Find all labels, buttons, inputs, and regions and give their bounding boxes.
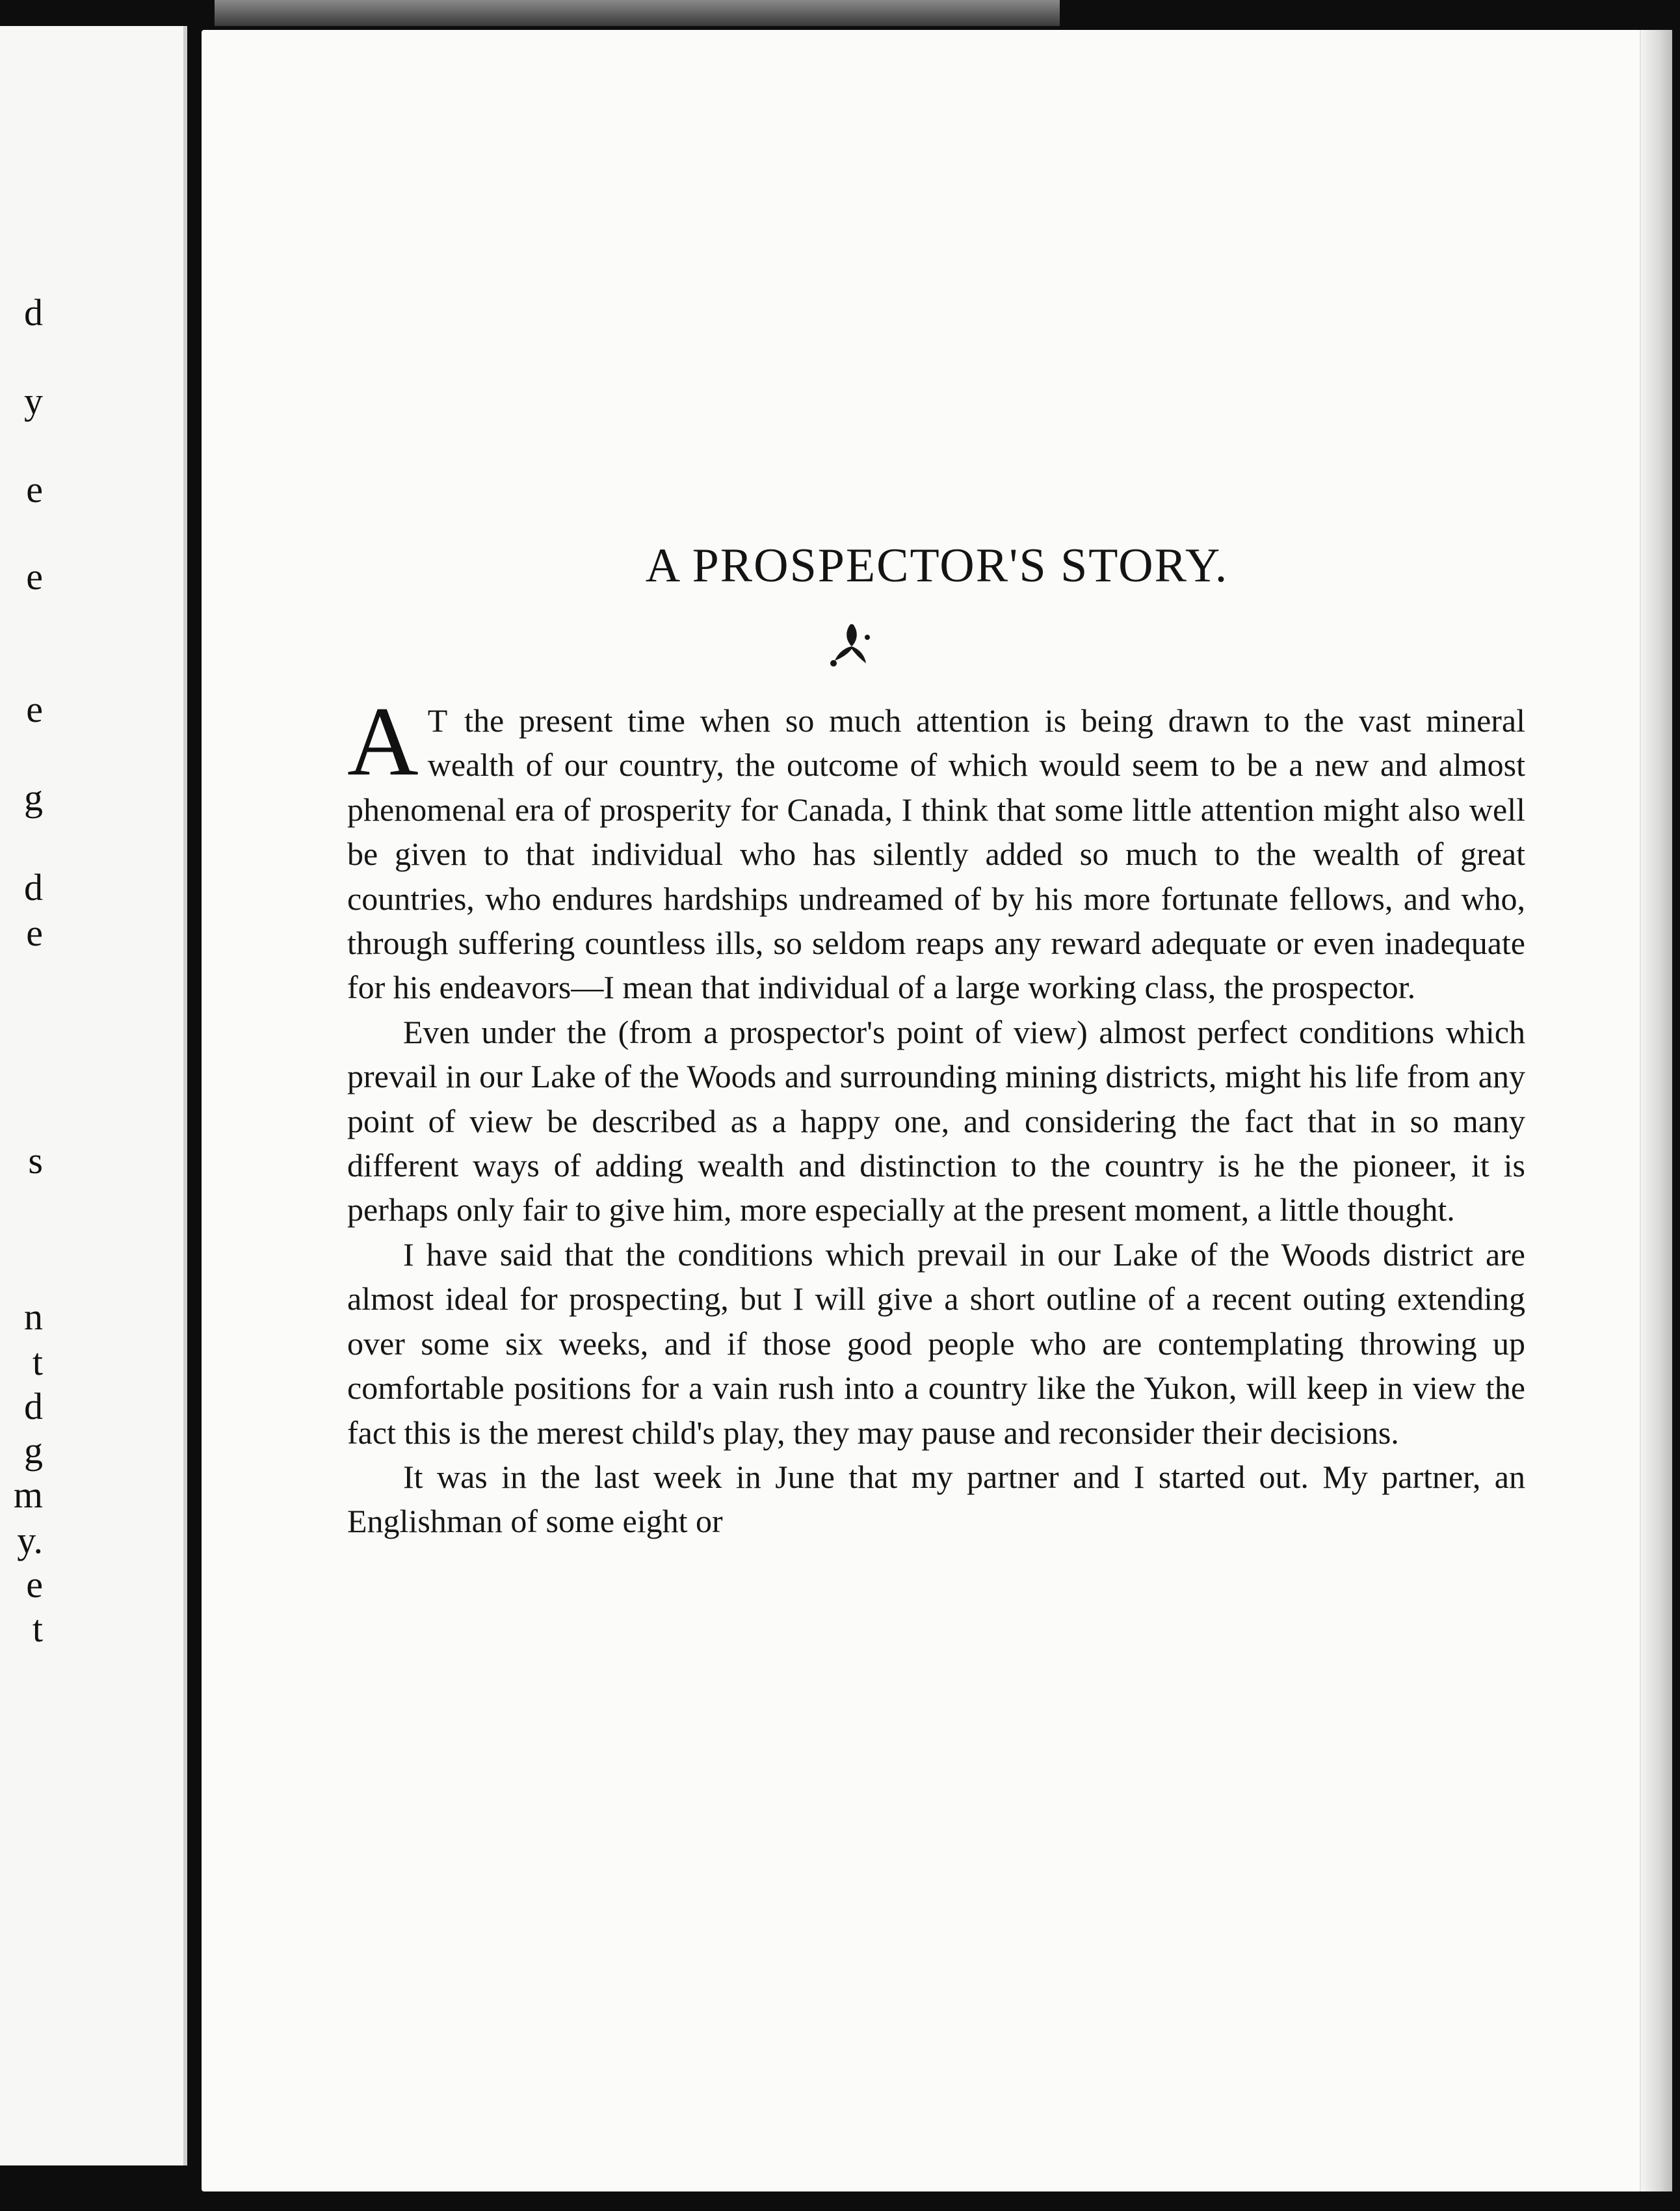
scan-top-strip — [215, 0, 1060, 26]
margin-fragment: e — [26, 555, 43, 598]
article-body — [347, 687, 1525, 1544]
margin-fragment: d — [24, 866, 43, 908]
paragraph-text: the present time when so much attention is being drawn to the vast mineral wealth of our country, the outcome of which would seem to be a new and almost phenomenal era of prosperity for Canada, I think that some little attention might also well be given to that individual who has silently added so much to the wealth of great countries, who endures hardships undreamed of by his more fortunate fellows, and who, through suffering countless ills, so seldom reaps any reward adequate or even inadequate for his endeavors—I mean that individual of a large working class, the prospector. — [347, 702, 1525, 1006]
margin-fragment: t — [32, 1608, 43, 1650]
paragraph — [347, 687, 1525, 1010]
margin-fragment: g — [24, 776, 43, 819]
margin-fragment: t — [32, 1341, 43, 1383]
margin-fragment: s — [28, 1139, 43, 1182]
margin-fragment: d — [24, 1385, 43, 1427]
paragraph: I have said that the conditions which prevail in our Lake of the Woods district are almost ideal for prospecting, but I will give a short outline of a recent outing extending over some six weeks, and if those good people who are contemplating throwing up comfortable positions for a vain rush into a country like the Yukon, will keep in view the fact this is the merest child's play, they may pause and reconsider their decisions. — [347, 1236, 1525, 1451]
margin-fragment: e — [26, 912, 43, 954]
left-facing-page — [0, 26, 187, 2165]
margin-fragment: e — [26, 468, 43, 510]
margin-fragment: y — [24, 380, 43, 422]
margin-fragment: d — [24, 291, 43, 334]
margin-fragment: g — [24, 1429, 43, 1472]
paragraph: Even under the (from a prospector's point of view) almost perfect conditions which prevail in our Lake of the Woods and surrounding mining districts, might his life from any point of view be described as a happy one, and considering the fact that in so many different ways of adding wealth and distinction to the country is he the pioneer, it is perhaps only fair to give him, more especially at the present moment, a little thought. — [347, 1013, 1525, 1228]
fleuron-icon — [826, 618, 878, 670]
article-title: A PROSPECTOR'S STORY. — [645, 539, 1229, 592]
book-page — [202, 30, 1672, 2191]
first-word-rest: T — [427, 702, 450, 739]
margin-fragment: m — [13, 1474, 43, 1516]
margin-fragment: y. — [17, 1519, 43, 1561]
page-edge — [1640, 30, 1672, 2191]
margin-fragment: n — [24, 1295, 43, 1338]
drop-cap: A — [347, 687, 419, 796]
paragraph: It was in the last week in June that my partner and I started out. My partner, an Englishman of some eight or — [347, 1458, 1525, 1540]
margin-fragment: e — [26, 688, 43, 730]
margin-fragment: e — [26, 1563, 43, 1606]
